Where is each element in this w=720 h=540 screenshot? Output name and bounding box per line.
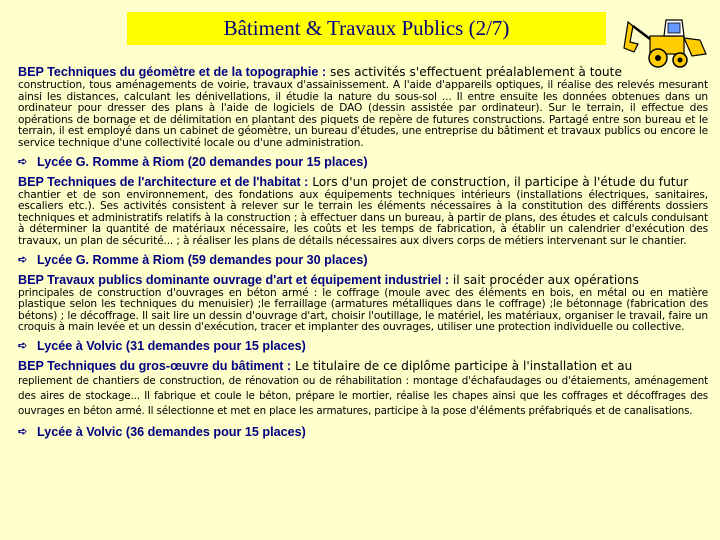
- section-title: BEP Techniques du géomètre et de la topographie :: [18, 65, 327, 79]
- arrow-icon: ➪: [18, 254, 28, 267]
- arrow-icon: ➪: [18, 156, 28, 169]
- lycee-text: Lycée G. Romme à Riom (59 demandes pour 30 places): [37, 252, 368, 267]
- section-geometre: [18, 65, 708, 169]
- section-body: chantier et de son environnement, des fondations aux équipements techniques intérieurs (installations électriques, sanitaires, escaliers etc.). Ses activités consistent à relever sur le terrain les éléments nécessaires à la constitution des différents dossiers techniques et administratifs relatifs à la construction ; à effectuer dans un bureau, à partir de plans, des études et calculs conduisant à déterminer la quantité de matériaux nécessaire, les coûts et les temps de fabrication, à établir un calendrier d'exécution des travaux, un plan de sécurité... ; à réaliser les plans de détails nécessaires aux divers corps de métiers intervenant sur le chantier.: [18, 188, 708, 247]
- lycee-line: [18, 339, 708, 353]
- arrow-icon: ➪: [18, 340, 28, 353]
- slide-title: [127, 12, 606, 45]
- section-heading: [18, 359, 708, 374]
- section-gros-oeuvre: [18, 359, 708, 439]
- section-heading: [18, 65, 708, 80]
- arrow-icon: ➪: [18, 426, 28, 439]
- section-heading: [18, 273, 708, 288]
- section-heading: [18, 175, 708, 190]
- lycee-text: Lycée G. Romme à Riom (20 demandes pour 15 places): [37, 154, 368, 169]
- lycee-text: Lycée à Volvic (31 demandes pour 15 places): [37, 338, 306, 353]
- section-intro: Lors d'un projet de construction, il participe à l'étude du futur: [308, 174, 689, 189]
- section-title: BEP Techniques de l'architecture et de l'habitat :: [18, 174, 309, 189]
- lycee-text: Lycée à Volvic (36 demandes pour 15 places): [37, 424, 306, 439]
- section-travaux-publics: [18, 273, 708, 353]
- section-body: repliement de chantiers de construction, de rénovation ou de réhabilitation : montage d'échafaudages ou d'étaiements, aménagement des aires de stockage... Il fabrique et coule le béton, prépare le mortier, réalise les chapes ainsi que les coffrages et décoffrages des ouvrages en béton armé. Il sélectionne et met en place les armatures, participe à la pose d'éléments préfabriqués et de canalisations.: [18, 374, 708, 418]
- lycee-line: [18, 155, 708, 169]
- section-body: principales de construction d'ouvrages en béton armé : le coffrage (moule avec des éléments en bois, en métal ou en matière plastique selon les techniques du menuisier) ;le ferraillage (armatures métalliques dans le coffrage) ;le bétonnage (fabrication des bétons) ; le décoffrage. Il sait lire un dessin d'ouvrage d'art, choisir l'outillage, le matériel, les matériaux, organiser le travail, faire un croquis à main levée et un dessin d'exécution, tracer et implanter des ouvrages, utiliser une protection individuelle ou collective.: [18, 286, 708, 334]
- section-title: BEP Techniques du gros-œuvre du bâtiment :: [18, 358, 292, 373]
- slide-title-text: Bâtiment & Travaux Publics (2/7): [223, 16, 510, 40]
- section-architecture: [18, 175, 708, 267]
- section-body: construction, tous aménagements de voirie, travaux d'assainissement. A l'aide d'appareils optiques, il réalise des relevés mesurant ainsi les distances, calculant les dénivellations, il étudie la nature du sous-sol ... Il entre ensuite les données obtenues dans un ordinateur pour dresser des plans à l'aide de logiciels de DAO (dessin assistée par ordinateur). Sur le terrain, il effectue des opérations de bornage et de délimitation en plantant des piquets de repère de futures constructions. Partagé entre son bureau et le terrain, il est employé dans un cabinet de géomètre, un bureau d'études, une entreprise du bâtiment et travaux publics ou encore le service technique d'une collectivité locale ou d'une administration.: [18, 79, 708, 149]
- section-intro: il sait procéder aux opérations: [449, 272, 639, 287]
- section-title: BEP Travaux publics dominante ouvrage d'art et équipement industriel :: [18, 272, 450, 287]
- lycee-line: [18, 425, 708, 439]
- lycee-line: [18, 253, 708, 267]
- section-intro: ses activités s'effectuent préalablement à toute: [326, 65, 622, 79]
- section-intro: Le titulaire de ce diplôme participe à l'installation et au: [291, 358, 633, 373]
- content-area: [18, 65, 708, 445]
